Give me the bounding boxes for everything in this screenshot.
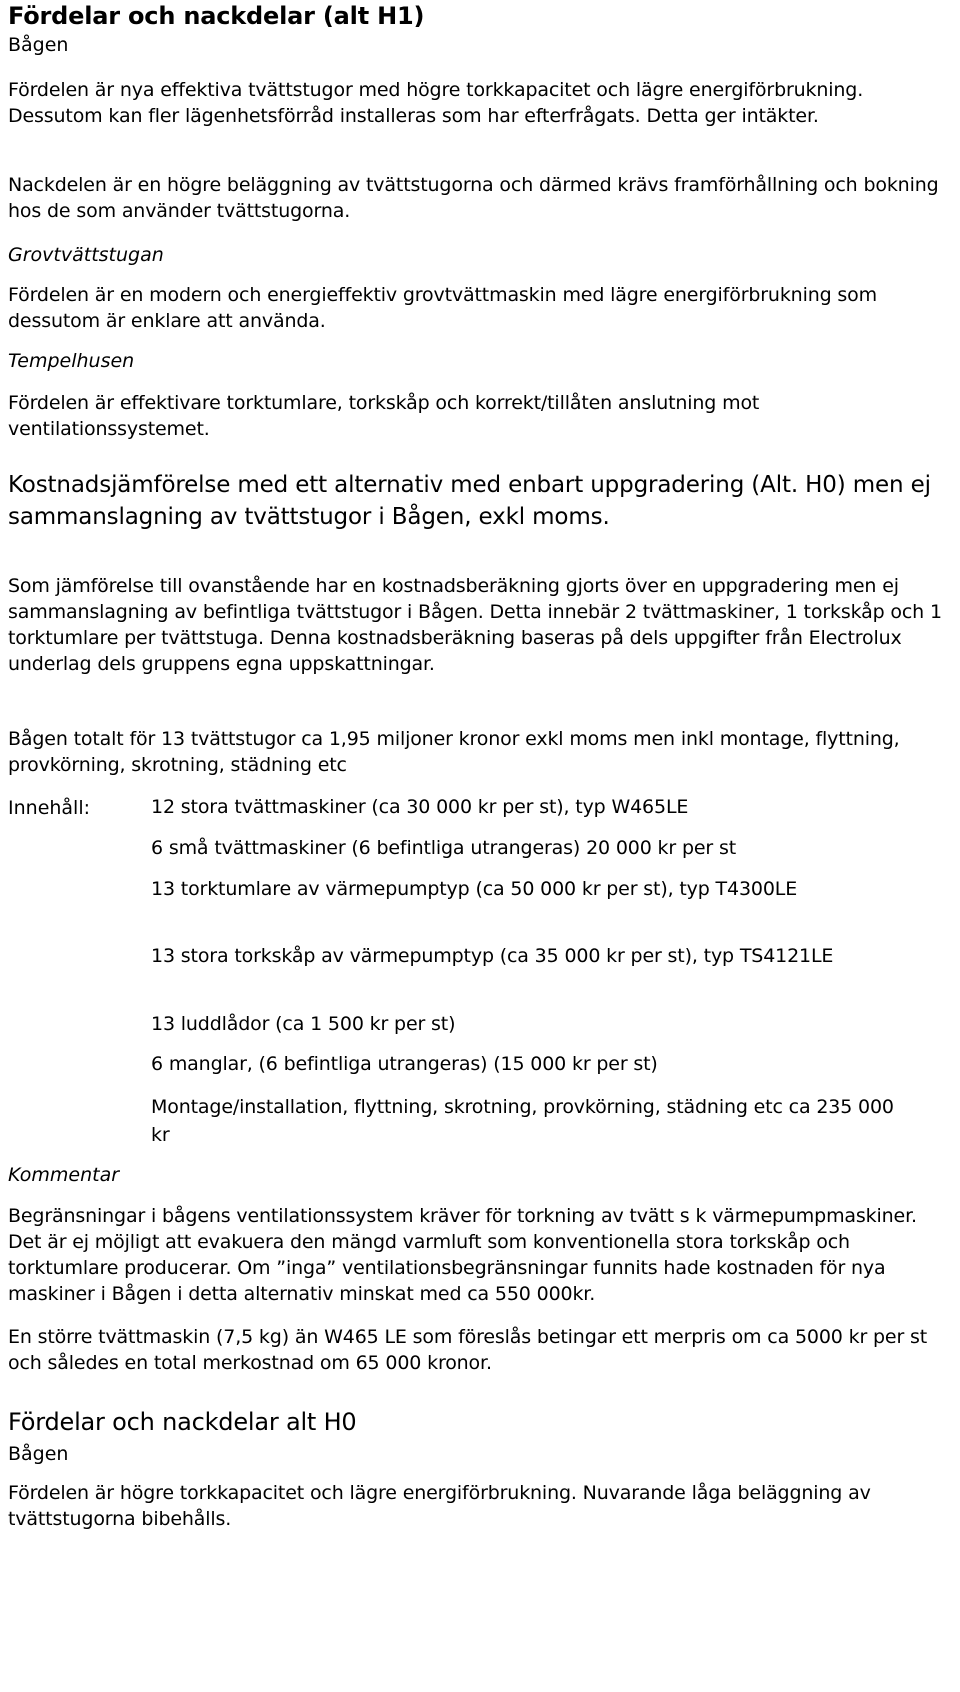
- subheading-bagen: Bågen: [8, 34, 69, 56]
- paragraph-bagen-advantages: Fördelen är nya effektiva tvättstugor med högre torkkapacitet och lägre energiförbrukning. Dessutom kan fler lägenhetsförråd installeras som har efterfrågats. Detta ger intäkter.: [8, 79, 864, 127]
- contents-item: Montage/installation, flyttning, skrotning, provkörning, städning etc ca 235 000 kr: [151, 1096, 894, 1146]
- section-heading-cost-comparison: Kostnadsjämförelse med ett alternativ med enbart uppgradering (Alt. H0) men ej sammanslagning av tvättstugor i Bågen, exkl moms.: [8, 472, 931, 530]
- paragraph-bagen-disadvantages: Nackdelen är en högre beläggning av tvättstugorna och därmed krävs framförhållning och bokning hos de som använder tvättstugorna.: [8, 174, 939, 222]
- section-alt-h1: [8, 0, 952, 58]
- paragraph-comparison: Som jämförelse till ovanstående har en kostnadsberäkning gjorts över en uppgradering men ej sammanslagning av befintliga tvättstugor i Bågen. Detta innebär 2 tvättmaskiner, 1 torkskåp och 1 torktumlare per tvättstuga. Denna kostnadsberäkning baseras på dels uppgifter från Electrolux underlag dels gruppens egna uppskattningar.: [8, 575, 942, 675]
- contents-item: 13 stora torkskåp av värmepumptyp (ca 35 000 kr per st), typ TS4121LE: [151, 945, 834, 967]
- paragraph-comment-larger-machine: En större tvättmaskin (7,5 kg) än W465 LE som föreslås betingar ett merpris om ca 5000 kr per st och således en total merkostnad om 65 000 kronor.: [8, 1326, 928, 1374]
- subheading-tempelhusen: Tempelhusen: [8, 350, 135, 372]
- subheading-bagen-h0: Bågen: [8, 1443, 69, 1465]
- paragraph-bagen-h0: Fördelen är högre torkkapacitet och lägre energiförbrukning. Nuvarande låga beläggning av tvättstugorna bibehålls.: [8, 1482, 871, 1530]
- contents-item: 6 manglar, (6 befintliga utrangeras) (15 000 kr per st): [151, 1053, 658, 1075]
- contents-label: Innehåll:: [8, 797, 91, 819]
- paragraph-grovtvattstugan: Fördelen är en modern och energieffektiv grovtvättmaskin med lägre energiförbrukning som dessutom är enklare att använda.: [8, 284, 877, 332]
- contents-item: 12 stora tvättmaskiner (ca 30 000 kr per st), typ W465LE: [151, 796, 689, 818]
- contents-item: 6 små tvättmaskiner (6 befintliga utrangeras) 20 000 kr per st: [151, 837, 736, 859]
- subheading-grovtvattstugan: Grovtvättstugan: [8, 244, 164, 266]
- page-title: Fördelar och nackdelar (alt H1): [8, 2, 425, 30]
- section-title-alt-h0: Fördelar och nackdelar alt H0: [8, 1408, 357, 1436]
- paragraph-comment-ventilation: Begränsningar i bågens ventilationssystem kräver för torkning av tvätt s k värmepumpmaskiner. Det är ej möjligt att evakuera den mängd varmluft som konventionella stora torkskåp och torktumlare producerar. Om ”inga” ventilationsbegränsningar funnits hade kostnaden för nya maskiner i Bågen i detta alternativ minskat med ca 550 000kr.: [8, 1205, 917, 1305]
- subheading-kommentar: Kommentar: [8, 1164, 120, 1186]
- contents-item: 13 torktumlare av värmepumptyp (ca 50 000 kr per st), typ T4300LE: [151, 878, 798, 900]
- contents-item: 13 luddlådor (ca 1 500 kr per st): [151, 1013, 456, 1035]
- paragraph-bagen-total: Bågen totalt för 13 tvättstugor ca 1,95 miljoner kronor exkl moms men inkl montage, flyttning, provkörning, skrotning, städning etc: [8, 728, 900, 776]
- paragraph-tempelhusen: Fördelen är effektivare torktumlare, torkskåp och korrekt/tillåten anslutning mot ventilationssystemet.: [8, 392, 760, 440]
